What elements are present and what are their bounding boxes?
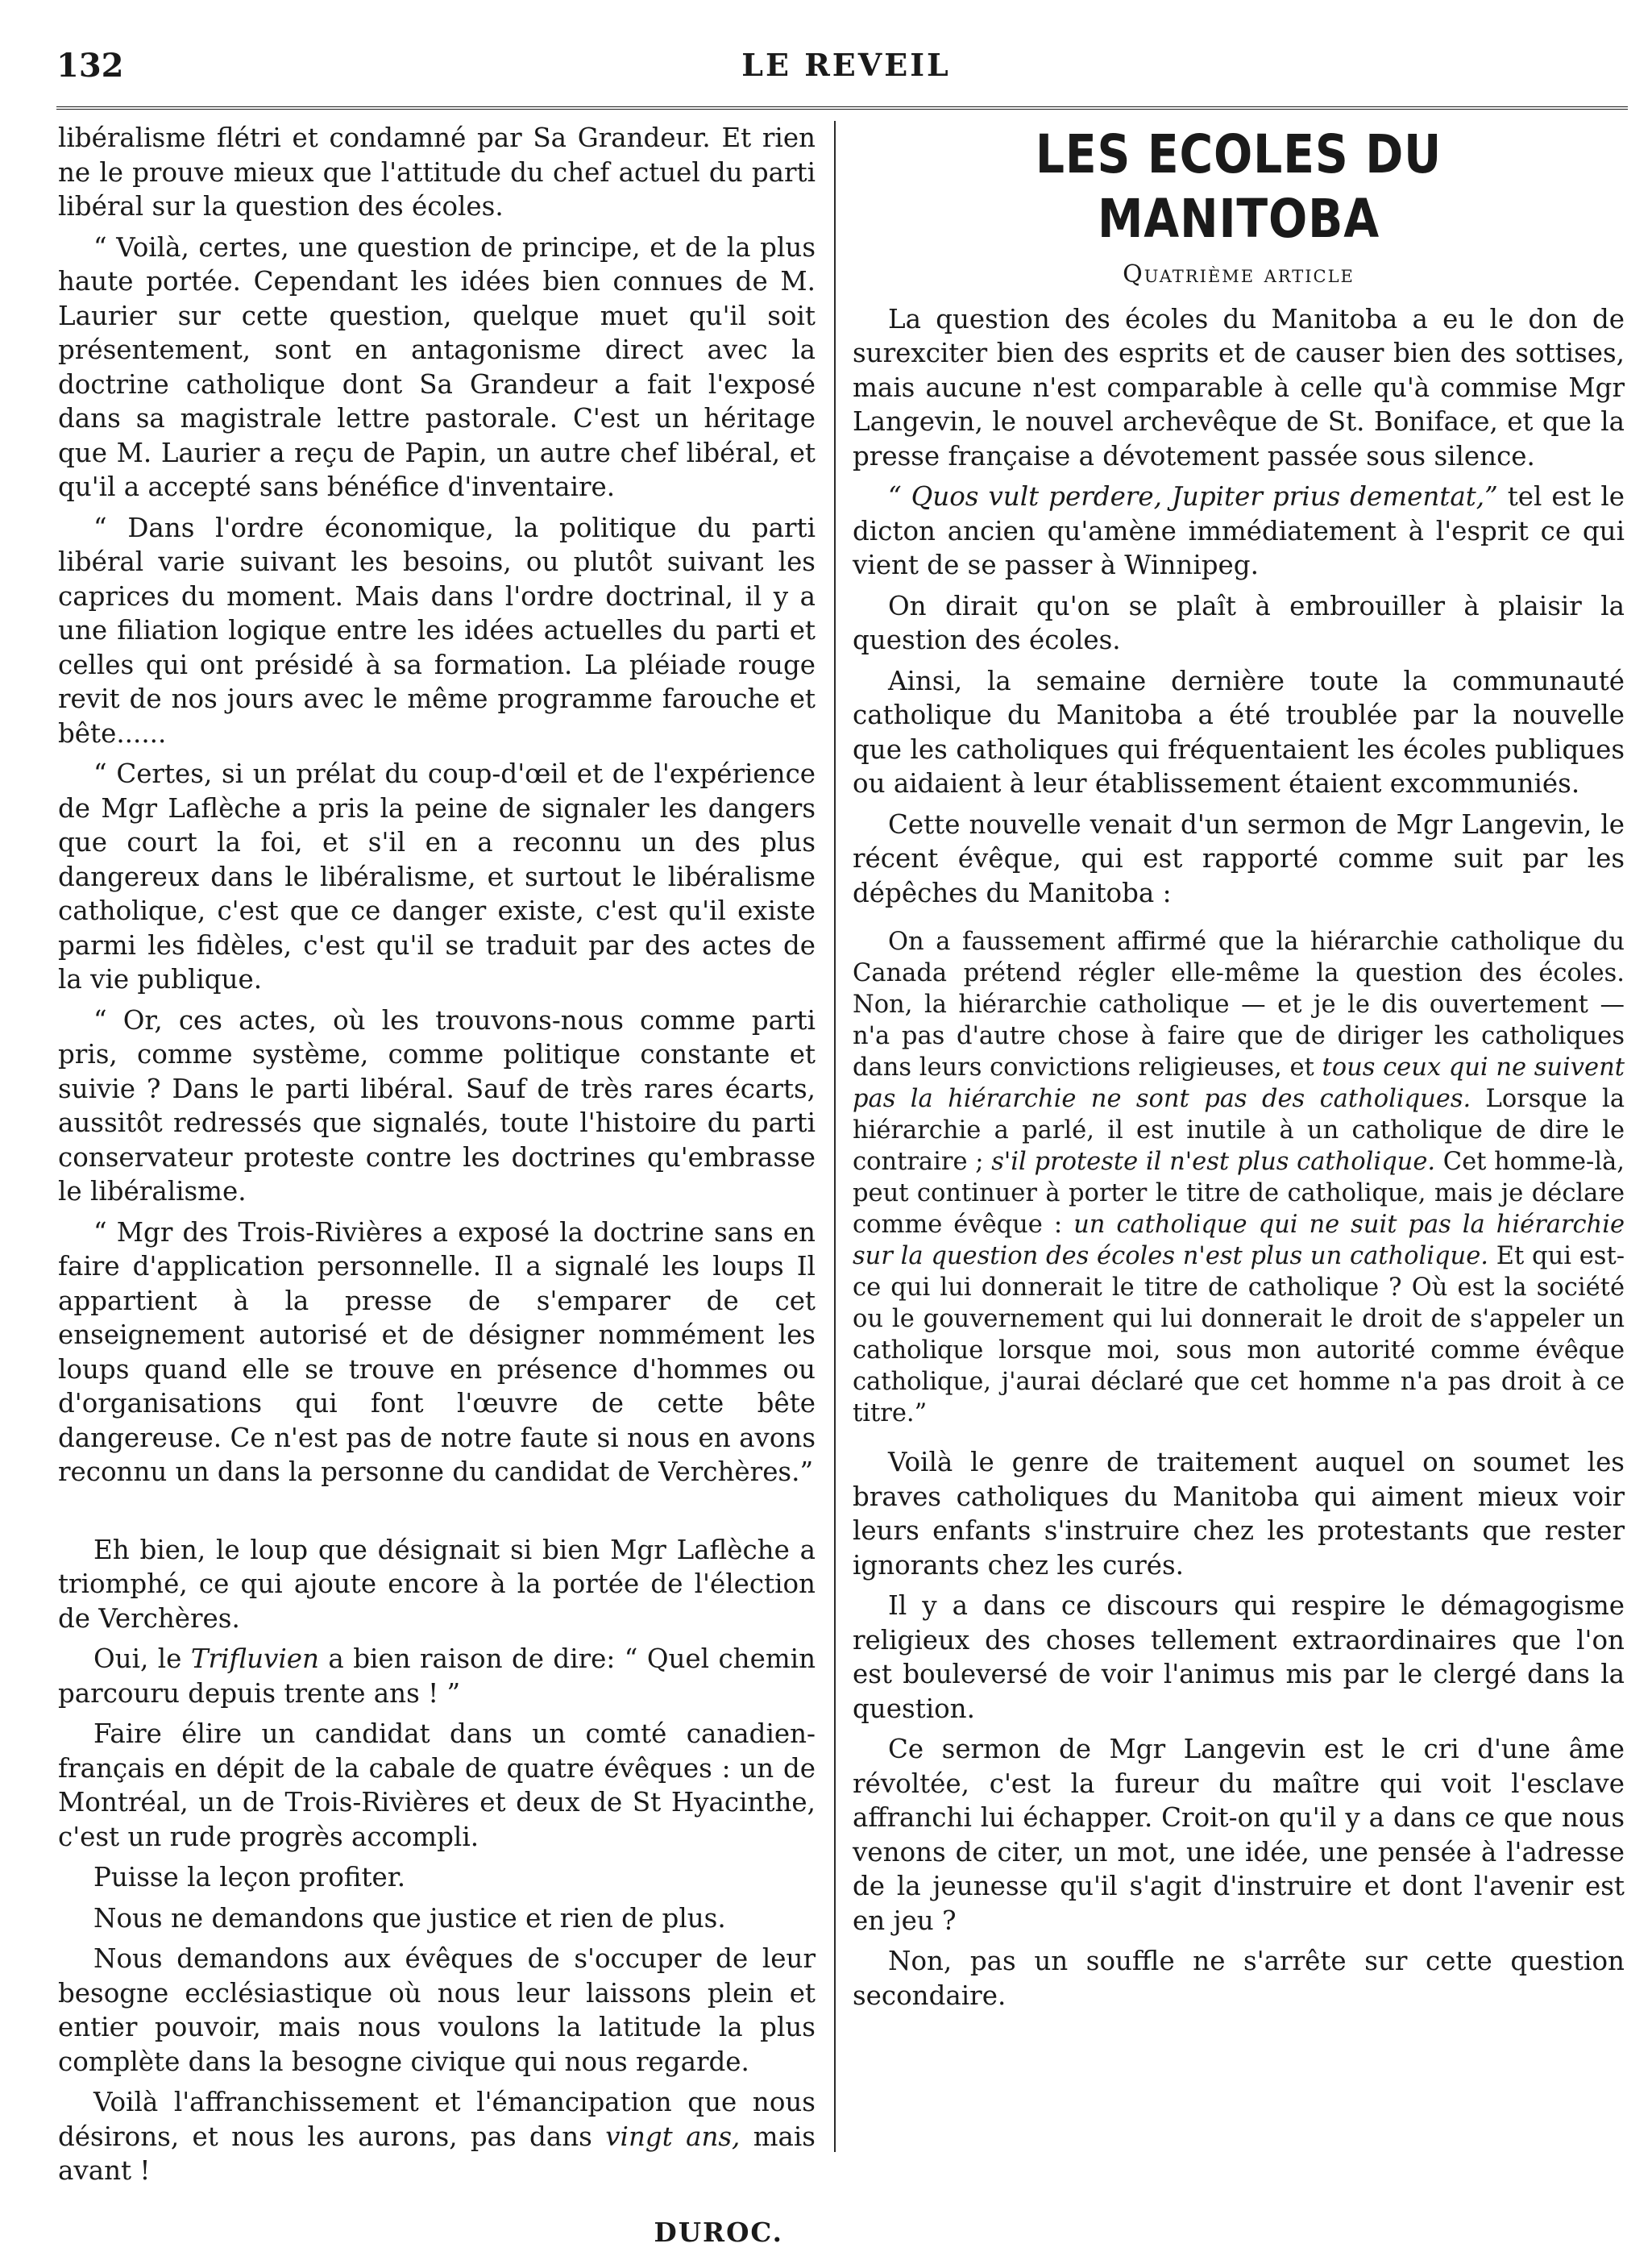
text-run: mais avant ! <box>58 2121 816 2186</box>
italic-run: tous ceux qui ne suivent pas la hiérarchie ne sont pas des catholiques. <box>853 1053 1625 1113</box>
latin-quote: “ Quos vult perdere, Jupiter prius dementat,” <box>888 481 1498 512</box>
newspaper-name: Trifluvien <box>190 1643 319 1674</box>
paragraph: On dirait qu'on se plaît à embrouiller à plaisir la question des écoles. <box>853 590 1625 655</box>
paragraph: “ Mgr des Trois-Rivières a exposé la doctrine sans en faire d'application personnelle. Il a signalé les loups Il appartient à la presse de s'emparer de cet enseignement autorisé et de désigner nommément les loups quand elle se trouve en présence d'hommes ou d'organisations qui font l'œuvre de cette bête dangereuse. Ce n'est pas de notre faute si nous en avons reconnu un dans la personne du candidat de Verchères.” <box>58 1216 816 1487</box>
text-run: tel est le dicton ancien qu'amène immédiatement à l'esprit ce qui vient de se passer à Winnipeg. <box>853 481 1625 580</box>
sermon-quote <box>853 926 1625 1429</box>
text-run: On a faussement affirmé que la hiérarchie catholique du Canada prétend régler elle-même la question des écoles. Non, la hiérarchie catholique — et je le dis ouvertement — n'a pas d'autre chose à faire que de diriger les catholiques dans leurs convictions religieuses, et <box>853 928 1625 1082</box>
author-signature: DUROC. <box>654 2216 783 2248</box>
paragraph: Voilà le genre de traitement auquel on soumet les braves catholiques du Manitoba qui aiment mieux voir leurs enfants s'instruire chez les protestants que rester ignorants chez les curés. <box>853 1447 1625 1581</box>
italic-run: s'il proteste il n'est plus catholique. <box>991 1148 1436 1176</box>
left-column <box>58 121 816 2256</box>
paragraph: Cette nouvelle venait d'un sermon de Mgr Langevin, le récent évêque, qui est rapporté comme suit par les dépêches du Manitoba : <box>853 808 1625 908</box>
paragraph: Non, pas un souffle ne s'arrête sur cette question secondaire. <box>853 1946 1625 2011</box>
paragraph: Eh bien, le loup que désignait si bien Mgr Laflèche a triomphé, ce qui ajoute encore à la portée de l'élection de Verchères. <box>58 1534 816 1634</box>
right-column <box>853 121 1625 2019</box>
paragraph-quote-latin <box>853 480 1625 583</box>
text-run: Cet homme-là, peut continuer à porter le titre de catholique, mais je déclare comme évêque : <box>853 1148 1625 1239</box>
text-run: Oui, le <box>93 1643 191 1674</box>
page-header <box>56 47 1636 92</box>
paragraph-trifluvien <box>58 1642 816 1710</box>
paragraph: “ Or, ces actes, où les trouvons-nous comme parti pris, comme système, comme politique constante et suivie ? Dans le parti libéral. Sauf de très rares écarts, aussitôt redressés que signalés, toute l'histoire du parti conservateur proteste contre les doctrines qu'embrasse le libéralisme. <box>58 1004 816 1207</box>
paragraph: Il y a dans ce discours qui respire le démagogisme religieux des choses tellement extraordinaires que l'on est bouleversé de voir l'animus mis par le clergé dans la question. <box>853 1590 1625 1724</box>
paragraph: “ Dans l'ordre économique, la politique du parti libéral varie suivant les besoins, ou plutôt suivant les caprices du moment. Mais dans l'ordre doctrinal, il y a une filiation logique entre les idées actuelles du parti et celles qui ont présidé à sa formation. La pléiade rouge revit de nos jours avec le même programme farouche et bête...... <box>58 512 816 749</box>
italic-run: vingt ans, <box>605 2121 741 2152</box>
paragraph: Nous ne demandons que justice et rien de plus. <box>93 1902 726 1934</box>
text-run: Lorsque la hiérarchie a parlé, il est inutile à un catholique de dire le contraire ; <box>853 1085 1625 1176</box>
text-run: Et qui est-ce qui lui donnerait le titre de catholique ? Où est la société ou le gouvernement qui lui donnerait le droit de s'appeler un catholique lorsque moi, sous mon autorité comme évêque catholique, j'aurai déclaré que cet homme n'a pas droit à ce titre.” <box>853 1242 1625 1427</box>
paragraph: Ainsi, la semaine dernière toute la communauté catholique du Manitoba a été troublée par la nouvelle que les catholiques qui fréquentaient les écoles publiques ou aidaient à leur établissement étaient excommuniés. <box>853 665 1625 799</box>
paragraph: “ Certes, si un prélat du coup-d'œil et de l'expérience de Mgr Laflèche a pris la peine de signaler les dangers que court la foi, et s'il en a reconnu un des plus dangereux dans le libéralisme, et surtout le libéralisme catholique, c'est que ce danger existe, c'est qu'il existe parmi les fidèles, c'est qu'il se traduit par des actes de la vie publique. <box>58 758 816 995</box>
spacer <box>58 1496 816 1533</box>
italic-run: un catholique qui ne suit pas la hiérarchie sur la question des écoles n'est plus un catholique. <box>853 1211 1625 1270</box>
journal-title: LE REVEIL <box>741 47 951 83</box>
paragraph: “ Voilà, certes, une question de principe, et de la plus haute portée. Cependant les idées bien connues de M. Laurier sur cette question, quelque muet qu'il soit présentement, sont en antagonisme direct avec la doctrine catholique dont Sa Grandeur a fait l'exposé dans sa magistrale lettre pastorale. C'est un héritage que M. Laurier a reçu de Papin, un autre chef libéral, et qu'il a accepté sans bénéfice d'inventaire. <box>58 231 816 502</box>
text-run: a bien raison de dire: “ Quel chemin parcouru depuis trente ans ! ” <box>58 1643 816 1709</box>
paragraph: Puisse la leçon profiter. <box>93 1862 406 1892</box>
article-subtitle: Quatrième article <box>1123 260 1355 289</box>
paragraph: libéralisme flétri et condamné par Sa Grandeur. Et rien ne le prouve mieux que l'attitude du chef actuel du parti libéral sur la question des écoles. <box>58 123 816 222</box>
column-divider <box>834 121 836 2152</box>
paragraph-last <box>58 2085 816 2188</box>
text-run: Voilà l'affranchissement et l'émancipation que nous désirons, et nous les aurons, pas dans <box>58 2087 816 2152</box>
article-title: LES ECOLES DU MANITOBA <box>1035 123 1442 250</box>
paragraph: Faire élire un candidat dans un comté canadien-français en dépit de la cabale de quatre évêques : un de Montréal, un de Trois-Rivières et deux de St Hyacinthe, c'est un rude progrès accompli. <box>58 1718 816 1852</box>
paragraph: Nous demandons aux évêques de s'occuper de leur besogne ecclésiastique où nous leur laissons plein et entier pouvoir, mais nous voulons la latitude la plus complète dans la besogne civique qui nous regarde. <box>58 1943 816 2077</box>
paragraph: Ce sermon de Mgr Langevin est le cri d'une âme révoltée, c'est la fureur du maître qui voit l'esclave affranchi lui échapper. Croit-on qu'il y a dans ce que nous venons de citer, un mot, une idée, une pensée à l'adresse de la jeunesse qu'il s'agit d'instruire et dont l'avenir est en jeu ? <box>853 1734 1625 1936</box>
paragraph: La question des écoles du Manitoba a eu le don de surexciter bien des esprits et de causer bien des sottises, mais aucune n'est comparable à celle qu'à commise Mgr Langevin, le nouvel archevêque de St. Boniface, et que la presse française a dévotement passée sous silence. <box>853 303 1625 472</box>
page-number: 132 <box>56 47 124 85</box>
header-rule <box>56 106 1628 110</box>
